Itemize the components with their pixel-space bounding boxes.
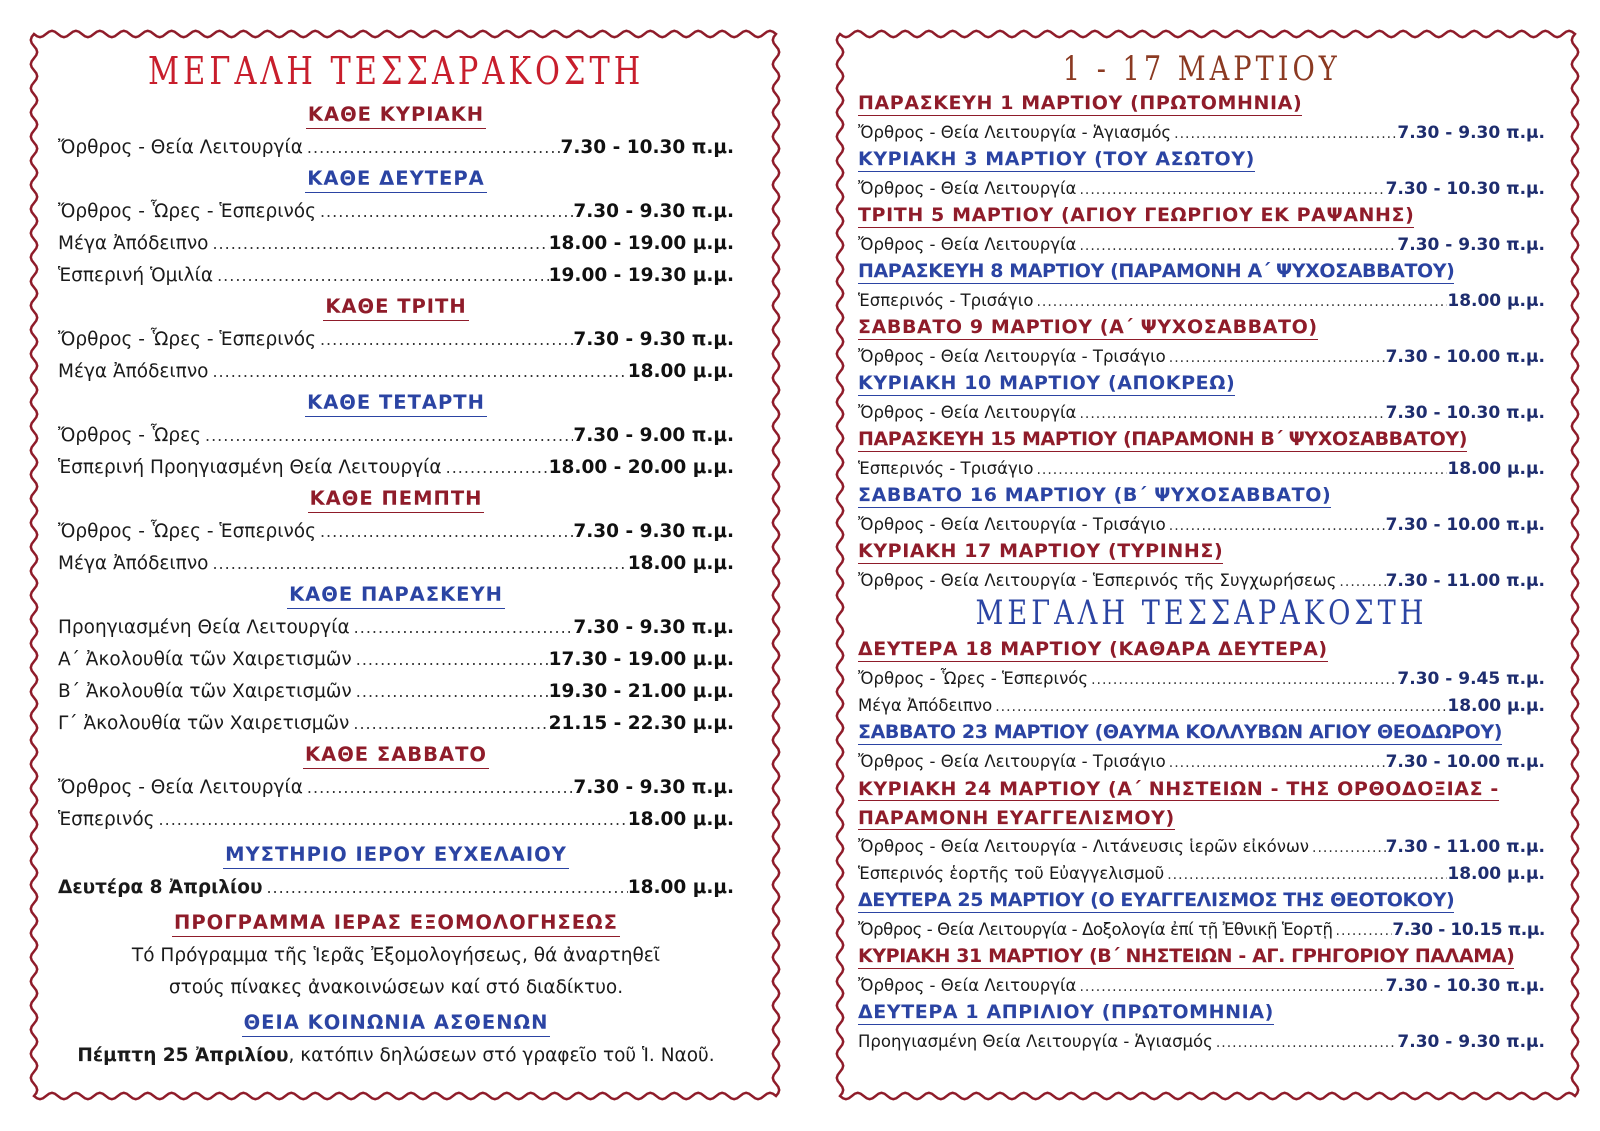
schedule-row: Ὄρθρος - Ὧρες ..... 7.30 - 9.00 π.μ.	[58, 420, 734, 452]
event-heading: ΤΡΙΤΗ 5 ΜΑΡΤΙΟΥ (ΑΓΙΟΥ ΓΕΩΡΓΙΟΥ ΕΚ ΡΑΨΑΝΗΣ)	[858, 204, 1415, 226]
section-heading-communion: ΘΕΙΑ ΚΟΙΝΩΝΙΑ ΑΣΘΕΝΩΝ	[58, 1008, 734, 1040]
right-title: 1 - 17 ΜΑΡΤΙΟΥ	[1062, 49, 1341, 89]
section-heading-saturday: ΚΑΘΕ ΣΑΒΒΑΤΟ	[58, 740, 734, 772]
schedule-row: Δευτέρα 8 Ἀπριλίου ..... 18.00 μ.μ.	[58, 872, 734, 904]
event-heading: ΣΑΒΒΑΤΟ 9 ΜΑΡΤΙΟΥ (Α΄ ΨΥΧΟΣΑΒΒΑΤΟ)	[858, 316, 1318, 338]
event-row: Ὄρθρος - Θεία Λειτουργία - Τρισάγιο ..... 7.30 - 10.00 π.μ.	[858, 748, 1545, 775]
event-row: Ὄρθρος - Ὧρες - Ἑσπερινός ..... 7.30 - 9.45 π.μ.	[858, 665, 1545, 692]
confession-note-line1: Τό Πρόγραμμα τῆς Ἱερᾶς Ἐξομολογήσεως, θά ἀναρτηθεῖ	[131, 945, 661, 966]
event-heading: ΔΕΥΤΕΡΑ 25 ΜΑΡΤΙΟΥ (Ο ΕΥΑΓΓΕΛΙΣΜΟΣ ΤΗΣ ΘΕΟΤΟΚΟΥ)	[858, 889, 1455, 911]
event-heading: ΚΥΡΙΑΚΗ 10 ΜΑΡΤΙΟΥ (ΑΠΟΚΡΕΩ)	[858, 372, 1236, 394]
event-row: Ὄρθρος - Θεία Λειτουργία ..... 7.30 - 10.30 π.μ.	[858, 972, 1545, 999]
event-heading: ΚΥΡΙΑΚΗ 17 ΜΑΡΤΙΟΥ (ΤΥΡΙΝΗΣ)	[858, 540, 1224, 562]
event-heading: ΠΑΡΑΣΚΕΥΗ 15 ΜΑΡΤΙΟΥ (ΠΑΡΑΜΟΝΗ Β΄ ΨΥΧΟΣΑΒΒΑΤΟΥ)	[858, 428, 1468, 450]
event-heading: ΣΑΒΒΑΤΟ 16 ΜΑΡΤΙΟΥ (Β΄ ΨΥΧΟΣΑΒΒΑΤΟ)	[858, 484, 1332, 506]
event-row: Ἑσπερινός - Τρισάγιο ..... 18.00 μ.μ.	[858, 287, 1545, 314]
schedule-row: Μέγα Ἀπόδειπνο ..... 18.00 - 19.00 μ.μ.	[58, 228, 734, 260]
section-heading-wednesday: ΚΑΘΕ ΤΕΤΑΡΤΗ	[58, 388, 734, 420]
event-row: Ὄρθρος - Θεία Λειτουργία ..... 7.30 - 10.30 π.μ.	[858, 399, 1545, 426]
schedule-row: Ὄρθρος - Ὧρες - Ἑσπερινός ..... 7.30 - 9.30 π.μ.	[58, 516, 734, 548]
schedule-row: Ὄρθρος - Ὧρες - Ἑσπερινός ..... 7.30 - 9.30 π.μ.	[58, 324, 734, 356]
section-heading-confession: ΠΡΟΓΡΑΜΜΑ ΙΕΡΑΣ ΕΞΟΜΟΛΟΓΗΣΕΩΣ	[58, 908, 734, 940]
schedule-row: Ἑσπερινή Ὁμιλία ..... 19.00 - 19.30 μ.μ.	[58, 260, 734, 292]
event-heading: ΔΕΥΤΕΡΑ 1 ΑΠΡΙΛΙΟΥ (ΠΡΩΤΟΜΗΝΙΑ)	[858, 1001, 1274, 1023]
event-row: Ὄρθρος - Θεία Λειτουργία - Τρισάγιο ..... 7.30 - 10.00 π.μ.	[858, 343, 1545, 370]
event-row: Ὄρθρος - Θεία Λειτουργία - Λιτάνευσις ἱερῶν εἰκόνων ..... 7.30 - 11.00 π.μ.	[858, 833, 1545, 860]
section-heading-tuesday: ΚΑΘΕ ΤΡΙΤΗ	[58, 292, 734, 324]
event-row: Προηγιασμένη Θεία Λειτουργία - Ἁγιασμός ..... 7.30 - 9.30 π.μ.	[858, 1028, 1545, 1055]
event-row: Ὄρθρος - Θεία Λειτουργία - Δοξολογία ἐπί τῇ Ἐθνικῇ Ἑορτῇ ..... 7.30 - 10.15 π.μ.	[858, 916, 1545, 943]
event-row: Μέγα Ἀπόδειπνο ..... 18.00 μ.μ.	[858, 692, 1545, 719]
schedule-row: Ὄρθρος - Ὧρες - Ἑσπερινός ..... 7.30 - 9.30 π.μ.	[58, 196, 734, 228]
communion-note	[58, 1040, 734, 1072]
schedule-row: Προηγιασμένη Θεία Λειτουργία ..... 7.30 - 9.30 π.μ.	[58, 612, 734, 644]
event-row: Ὄρθρος - Θεία Λειτουργία ..... 7.30 - 10.30 π.μ.	[858, 175, 1545, 202]
section-heading-thursday: ΚΑΘΕ ΠΕΜΠΤΗ	[58, 484, 734, 516]
schedule-row: Ὄρθρος - Θεία Λειτουργία ..... 7.30 - 10.30 π.μ.	[58, 132, 734, 164]
event-row: Ὄρθρος - Θεία Λειτουργία - Τρισάγιο ..... 7.30 - 10.00 π.μ.	[858, 511, 1545, 538]
confession-note-line2: στούς πίνακες ἀνακοινώσεων καί στό διαδίκτυο.	[168, 977, 624, 998]
section-heading-monday: ΚΑΘΕ ΔΕΥΤΕΡΑ	[58, 164, 734, 196]
schedule-row: Ὄρθρος - Θεία Λειτουργία ..... 7.30 - 9.30 π.μ.	[58, 772, 734, 804]
event-row: Ὄρθρος - Θεία Λειτουργία - Ἑσπερινός τῆς Συγχωρήσεως ..... 7.30 - 11.00 π.μ.	[858, 567, 1545, 594]
section-heading-sunday: ΚΑΘΕ ΚΥΡΙΑΚΗ	[58, 100, 734, 132]
communion-text: , κατόπιν δηλώσεων στό γραφεῖο τοῦ Ἱ. Ναοῦ.	[288, 1045, 715, 1066]
schedule-row: Μέγα Ἀπόδειπνο ..... 18.00 μ.μ.	[58, 356, 734, 388]
schedule-row: Ἑσπερινή Προηγιασμένη Θεία Λειτουργία ..... 18.00 - 20.00 μ.μ.	[58, 452, 734, 484]
event-row: Ὄρθρος - Θεία Λειτουργία ..... 7.30 - 9.30 π.μ.	[858, 231, 1545, 258]
event-heading: ΠΑΡΑΣΚΕΥΗ 1 ΜΑΡΤΙΟΥ (ΠΡΩΤΟΜΗΝΙΑ)	[858, 92, 1303, 114]
left-panel	[30, 30, 780, 1100]
schedule-row: Ἑσπερινός ..... 18.00 μ.μ.	[58, 804, 734, 836]
event-row: Ἑσπερινός ἑορτῆς τοῦ Εὐαγγελισμοῦ ..... 18.00 μ.μ.	[858, 860, 1545, 887]
schedule-row: Μέγα Ἀπόδειπνο ..... 18.00 μ.μ.	[58, 548, 734, 580]
left-title: ΜΕΓΑΛΗ ΤΕΣΣΑΡΑΚΟΣΤΗ	[147, 49, 645, 93]
section-heading-friday: ΚΑΘΕ ΠΑΡΑΣΚΕΥΗ	[58, 580, 734, 612]
section-heading-unction: ΜΥΣΤΗΡΙΟ ΙΕΡΟΥ ΕΥΧΕΛΑΙΟΥ	[58, 840, 734, 872]
communion-date: Πέμπτη 25 Ἀπριλίου	[77, 1045, 289, 1066]
event-heading: ΣΑΒΒΑΤΟ 23 ΜΑΡΤΙΟΥ (ΘΑΥΜΑ ΚΟΛΛΥΒΩΝ ΑΓΙΟΥ ΘΕΟΔΩΡΟΥ)	[858, 721, 1503, 743]
event-heading: ΚΥΡΙΑΚΗ 24 ΜΑΡΤΙΟΥ (Α΄ ΝΗΣΤΕΙΩΝ - ΤΗΣ ΟΡΘΟΔΟΞΙΑΣ - ΠΑΡΑΜΟΝΗ ΕΥΑΓΓΕΛΙΣΜΟΥ)	[858, 778, 1499, 829]
right-subtitle-lent: ΜΕΓΑΛΗ ΤΕΣΣΑΡΑΚΟΣΤΗ	[975, 593, 1428, 633]
schedule-row: Β΄ Ἀκολουθία τῶν Χαιρετισμῶν ..... 19.30 - 21.00 μ.μ.	[58, 676, 734, 708]
event-row: Ἑσπερινός - Τρισάγιο ..... 18.00 μ.μ.	[858, 455, 1545, 482]
schedule-row: Γ΄ Ἀκολουθία τῶν Χαιρετισμῶν ..... 21.15 - 22.30 μ.μ.	[58, 708, 734, 740]
right-panel	[836, 30, 1579, 1100]
event-row: Ὄρθρος - Θεία Λειτουργία - Ἁγιασμός ..... 7.30 - 9.30 π.μ.	[858, 119, 1545, 146]
schedule-row: Α΄ Ἀκολουθία τῶν Χαιρετισμῶν ..... 17.30 - 19.00 μ.μ.	[58, 644, 734, 676]
event-heading: ΚΥΡΙΑΚΗ 3 ΜΑΡΤΙΟΥ (ΤΟΥ ΑΣΩΤΟΥ)	[858, 148, 1255, 170]
event-heading: ΚΥΡΙΑΚΗ 31 ΜΑΡΤΙΟΥ (Β΄ ΝΗΣΤΕΙΩΝ - ΑΓ. ΓΡΗΓΟΡΙΟΥ ΠΑΛΑΜΑ)	[858, 945, 1515, 967]
event-heading: ΔΕΥΤΕΡΑ 18 ΜΑΡΤΙΟΥ (ΚΑΘΑΡΑ ΔΕΥΤΕΡΑ)	[858, 638, 1328, 660]
event-heading: ΠΑΡΑΣΚΕΥΗ 8 ΜΑΡΤΙΟΥ (ΠΑΡΑΜΟΝΗ Α΄ ΨΥΧΟΣΑΒΒΑΤΟΥ)	[858, 260, 1455, 282]
